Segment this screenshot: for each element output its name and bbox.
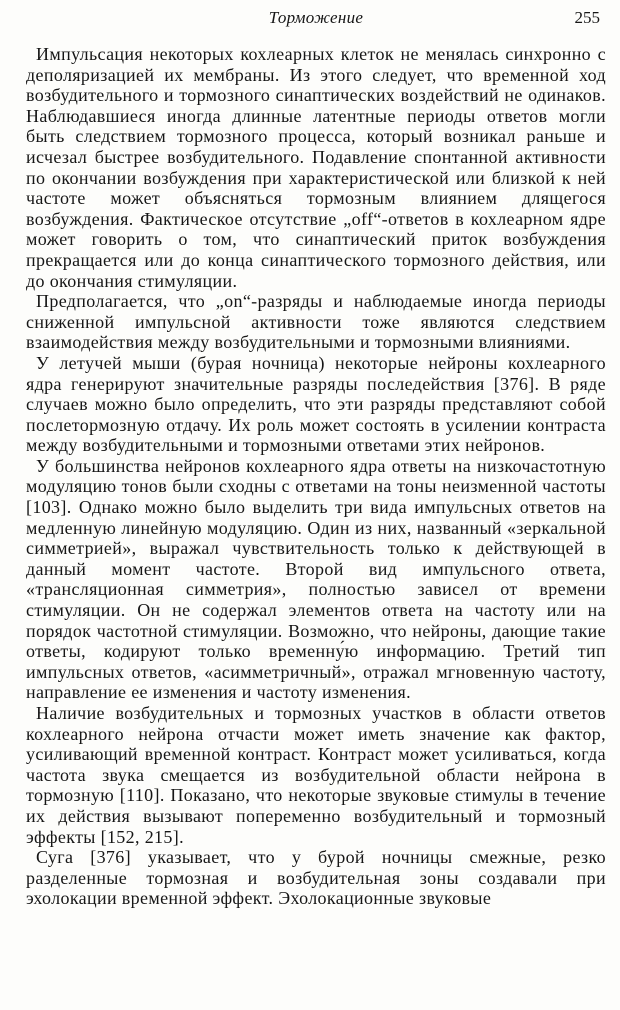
running-head-title: Торможение: [268, 8, 364, 27]
body-text: [26, 44, 606, 909]
running-head: [26, 6, 606, 36]
paragraph: Наличие возбудительных и тормозных участков в области ответов кохлеарного нейрона отчасти может иметь значение как фактор, усиливающий временной контраст. Контраст может усиливаться, когда частота звука смещается из возбудительной области нейрона в тормозную [110]. Показано, что некоторые звуковые стимулы в течение их действия вызывают попеременно возбудительный и тормозный эффекты [152, 215].: [26, 703, 606, 847]
paragraph: Импульсация некоторых кохлеарных клеток не менялась синхронно с деполяризацией их мембраны. Из этого следует, что временной ход возбудительного и тормозного синаптических воздействий не одинаков. Наблюдавшиеся иногда длинные латентные периоды ответов могли быть следствием тормозного процесса, который возникал раньше и исчезал быстрее возбудительного. Подавление спонтанной активности по окончании возбуждения при характеристической или близкой к ней частоте может объясняться тормозным влиянием длящегося возбуждения. Фактическое отсутствие „off“-ответов в кохлеарном ядре может говорить о том, что синаптический приток возбуждения прекращается или до конца синаптического тормозного действия, или до окончания стимуляции.: [26, 44, 606, 291]
paragraph: У летучей мыши (бурая ночница) некоторые нейроны кохлеарного ядра генерируют значительные разряды последействия [376]. В ряде случаев можно было определить, что эти разряды представляют собой послетормозную отдачу. Их роль может состоять в усилении контраста между возбудительными и тормозными ответами этих нейронов.: [26, 352, 606, 456]
paragraph: Предполагается, что „on“-разряды и наблюдаемые иногда периоды сниженной импульсной активности тоже являются следствием взаимодействия между возбудительными и тормозными влияниями.: [26, 291, 606, 353]
paragraph: Суга [376] указывает, что у бурой ночницы смежные, резко разделенные тормозная и возбудительная зоны создавали при эхолокации временной эффект. Эхолокационные звуковые: [26, 847, 606, 909]
paragraph: У большинства нейронов кохлеарного ядра ответы на низкочастотную модуляцию тонов были сходны с ответами на тоны неизменной частоты [103]. Однако можно было выделить три вида импульсных ответов на медленную линейную модуляцию. Один из них, названный «зеркальной симметрией», выражал чувствительность только к действующей в данный момент частоте. Второй вид импульсного ответа, «трансляционная симметрия», полностью зависел от времени стимуляции. Он не содержал элементов ответа на частоту или на порядок частотной стимуляции. Возможно, что нейроны, дающие такие ответы, кодируют только временну́ю информацию. Третий тип импульсных ответов, «асимметричный», отражал мгновенную частоту, направление ее изменения и частоту изменения.: [26, 455, 606, 703]
page-number: 255: [574, 8, 600, 27]
